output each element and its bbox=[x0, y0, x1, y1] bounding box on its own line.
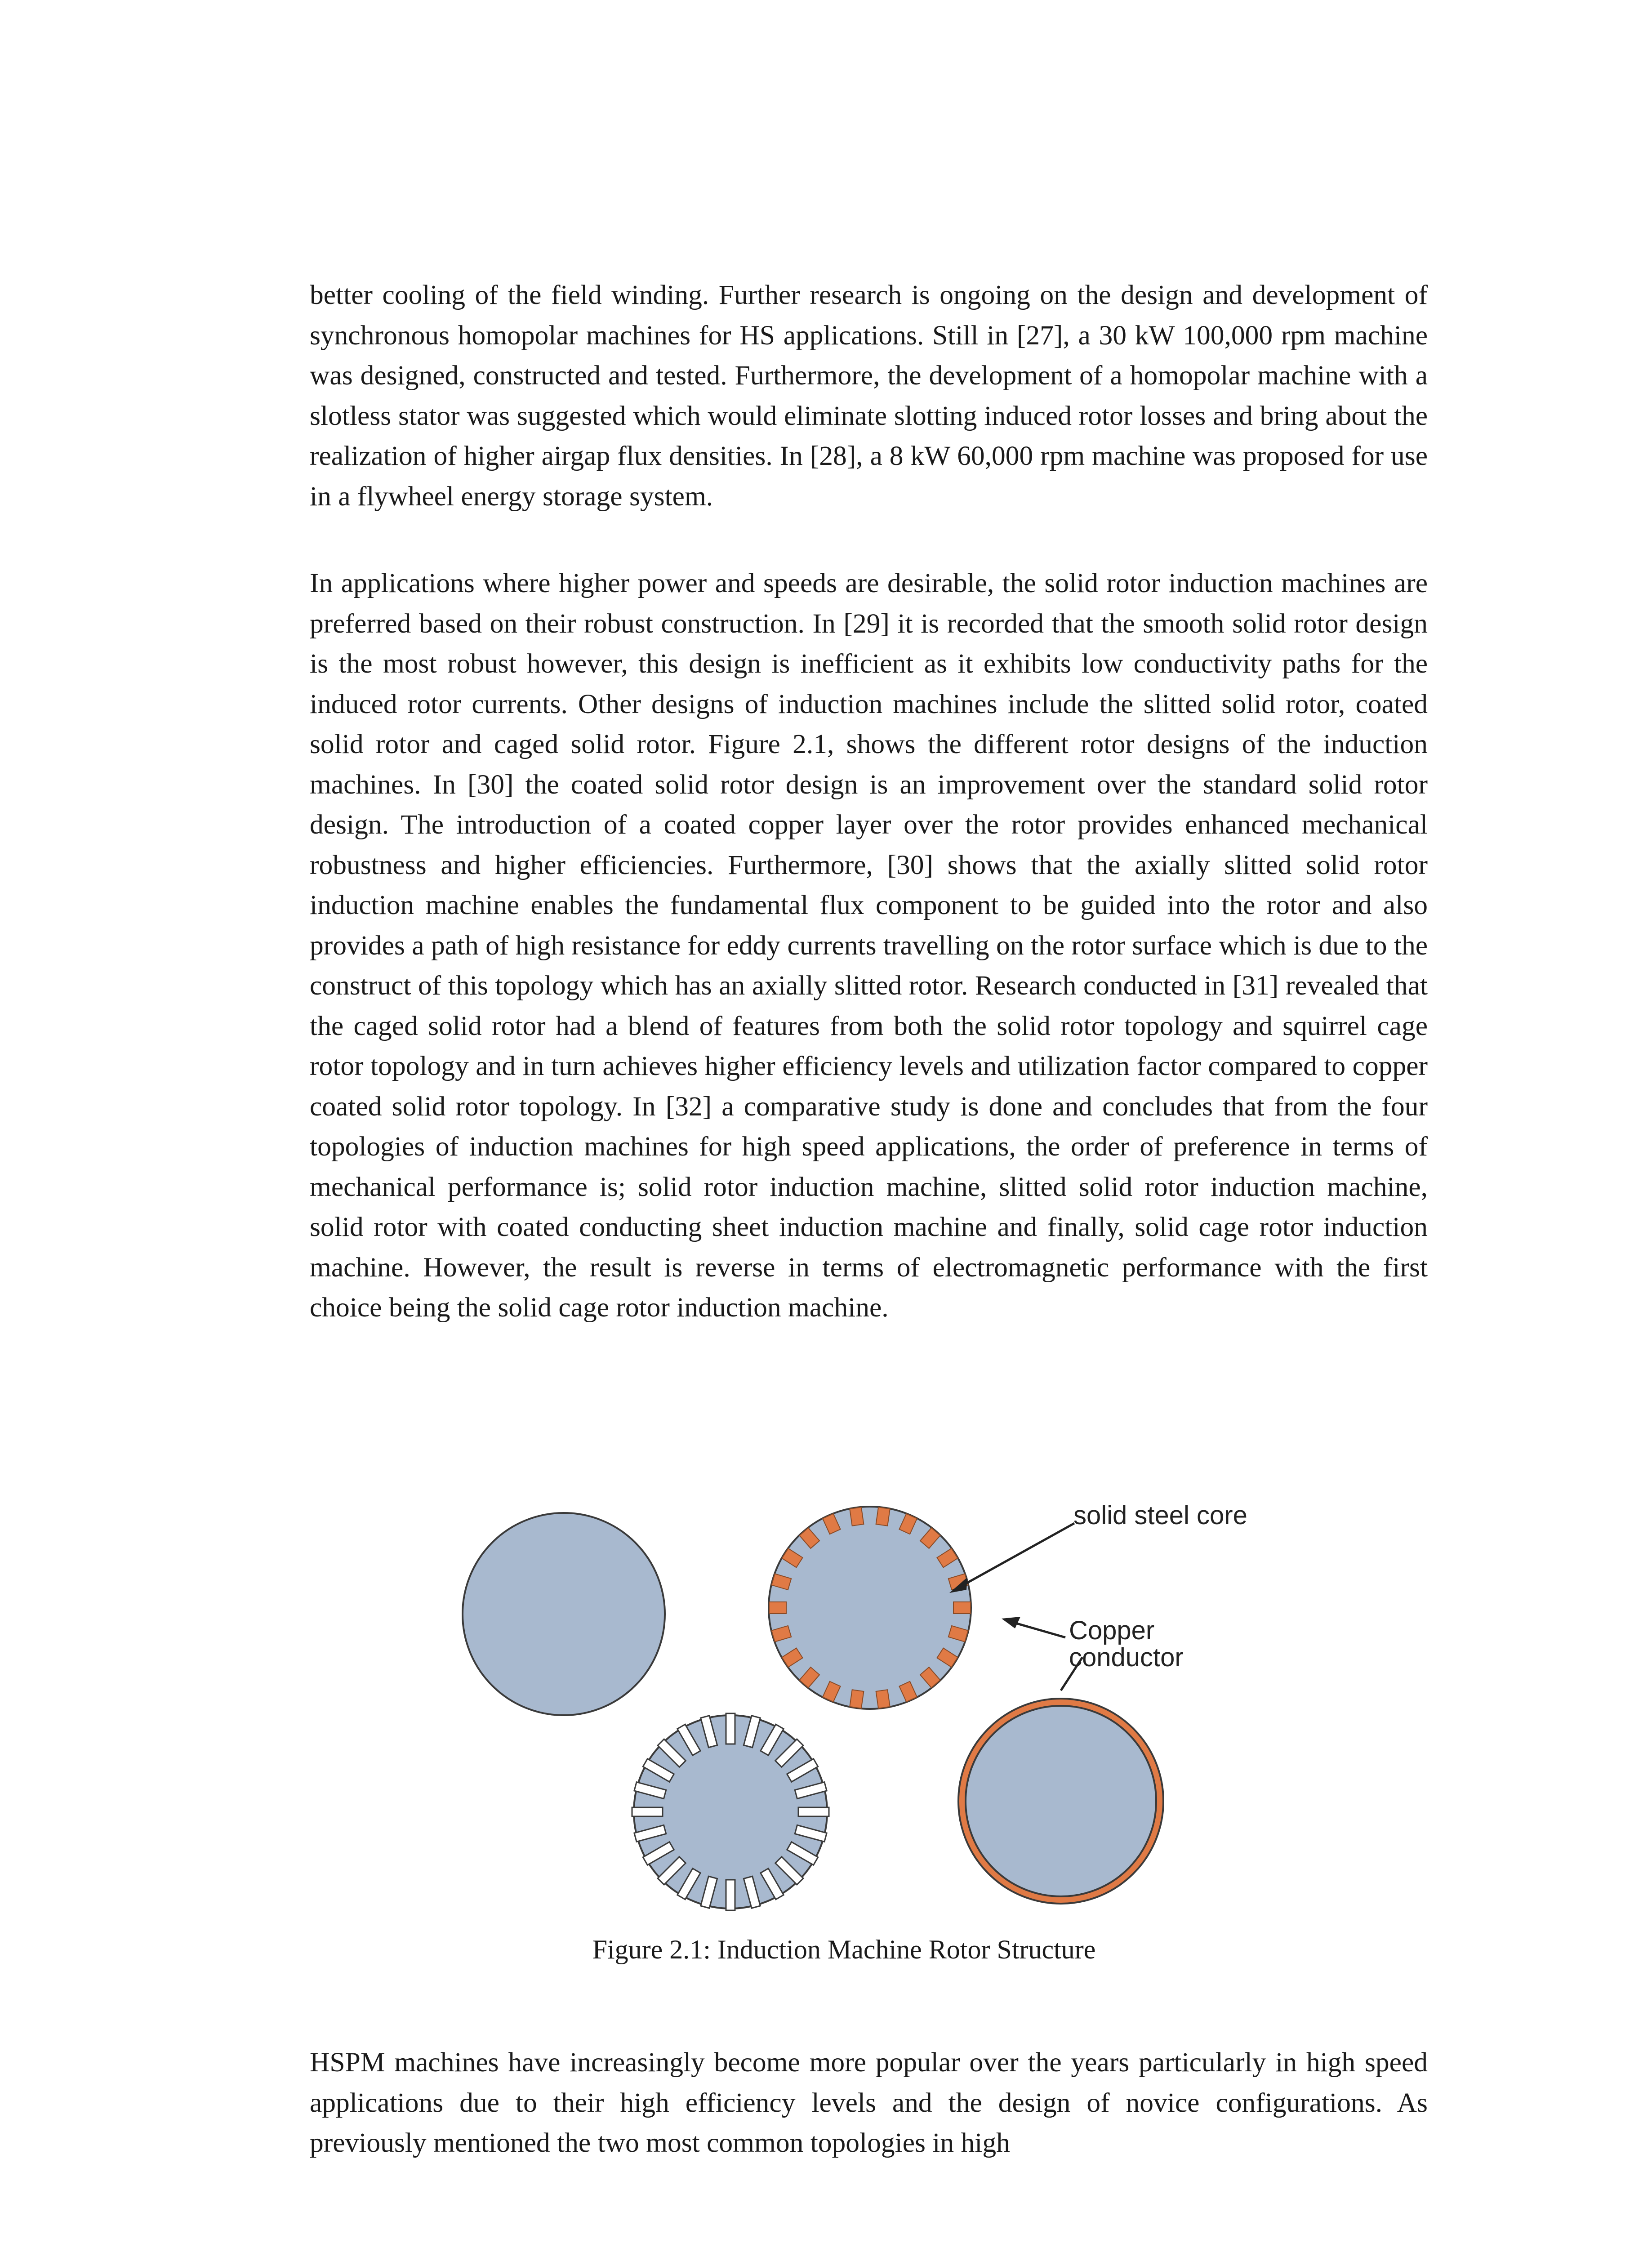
paragraph-text: better cooling of the field winding. Further research is ongoing on the design and development of synchronous homopolar machines for HS applications. Still in [27], a 30 kW 100,000 rpm machine was designed, constructed and tested. Furthermore, the development of a homopolar machine with a slotless stator was suggested which would eliminate slotting induced rotor losses and bring about the realization of higher airgap flux densities. In [28], a 8 kW 60,000 rpm machine was proposed for use in a flywheel energy storage system. bbox=[310, 280, 1428, 512]
figure-caption-text: Figure 2.1: Induction Machine Rotor Structure bbox=[592, 1935, 1096, 1964]
leader-line-copper bbox=[1009, 1621, 1065, 1637]
rotor-diagram bbox=[0, 1479, 1652, 1951]
paragraph-text: In applications where higher power and speeds are desirable, the solid rotor induction machines are preferred based on their robust construction. In [29] it is recorded that the smooth solid rotor design is the most robust however, this design is inefficient as it exhibits low conductivity paths for the induced rotor currents. Other designs of induction machines include the slitted solid rotor, coated solid rotor and caged solid rotor. Figure 2.1, shows the different rotor designs of the induction machines. In [30] the coated solid rotor design is an improvement over the standard solid rotor design. The introduction of a coated copper layer over the rotor provides enhanced mechanical robustness and higher efficiencies. Furthermore, [30] shows that the axially slitted solid rotor induction machine enables the fundamental flux component to be guided into the rotor and also provides a path of high resistance for eddy currents travelling on the rotor surface which is due to the construct of this topology which has an axially slitted rotor. Research conducted in [31] revealed that the caged solid rotor had a blend of features from both the solid rotor topology and squirrel cage rotor topology and in turn achieves higher efficiency levels and utilization factor compared to copper coated solid rotor topology. In [32] a comparative study is done and concludes that from the four topologies of induction machines for high speed applications, the order of preference in terms of mechanical performance is; solid rotor induction machine, slitted solid rotor induction machine, solid rotor with coated conducting sheet induction machine and finally, solid cage rotor induction machine. However, the result is reverse in terms of electromagnetic performance with the first choice being the solid cage rotor induction machine. bbox=[310, 568, 1428, 1323]
rotor-slit bbox=[632, 1807, 663, 1816]
body-paragraph-2 bbox=[310, 563, 1428, 1328]
copper-bar bbox=[850, 1690, 864, 1708]
copper-bar bbox=[876, 1507, 890, 1525]
paragraph-text: HSPM machines have increasingly become more popular over the years particularly in high speed applications due to their high efficiency levels and the design of novice configurations. As previously mentioned the two most common topologies in high bbox=[310, 2047, 1428, 2158]
copper-bar bbox=[850, 1507, 864, 1525]
arrow-head-copper bbox=[1002, 1617, 1020, 1628]
copper-bar bbox=[876, 1690, 890, 1708]
label-conductor: conductor bbox=[1069, 1643, 1184, 1672]
rotor-slit bbox=[798, 1807, 829, 1816]
label-copper: Copper bbox=[1069, 1616, 1155, 1645]
rotor-slit bbox=[726, 1880, 735, 1910]
smooth-solid-rotor bbox=[463, 1513, 665, 1715]
copper-bar bbox=[769, 1602, 786, 1614]
label-solid-steel-core: solid steel core bbox=[1073, 1501, 1247, 1530]
coated-rotor-core bbox=[966, 1706, 1156, 1896]
caged-solid-rotor bbox=[769, 1507, 971, 1709]
figure-caption bbox=[0, 1931, 1652, 1967]
copper-bar bbox=[953, 1602, 971, 1614]
figure-induction-rotors bbox=[0, 1479, 1652, 1951]
rotor-slit bbox=[726, 1713, 735, 1744]
body-paragraph-1 bbox=[310, 275, 1428, 517]
body-paragraph-3 bbox=[310, 2043, 1428, 2163]
leader-line-steel bbox=[953, 1523, 1074, 1591]
